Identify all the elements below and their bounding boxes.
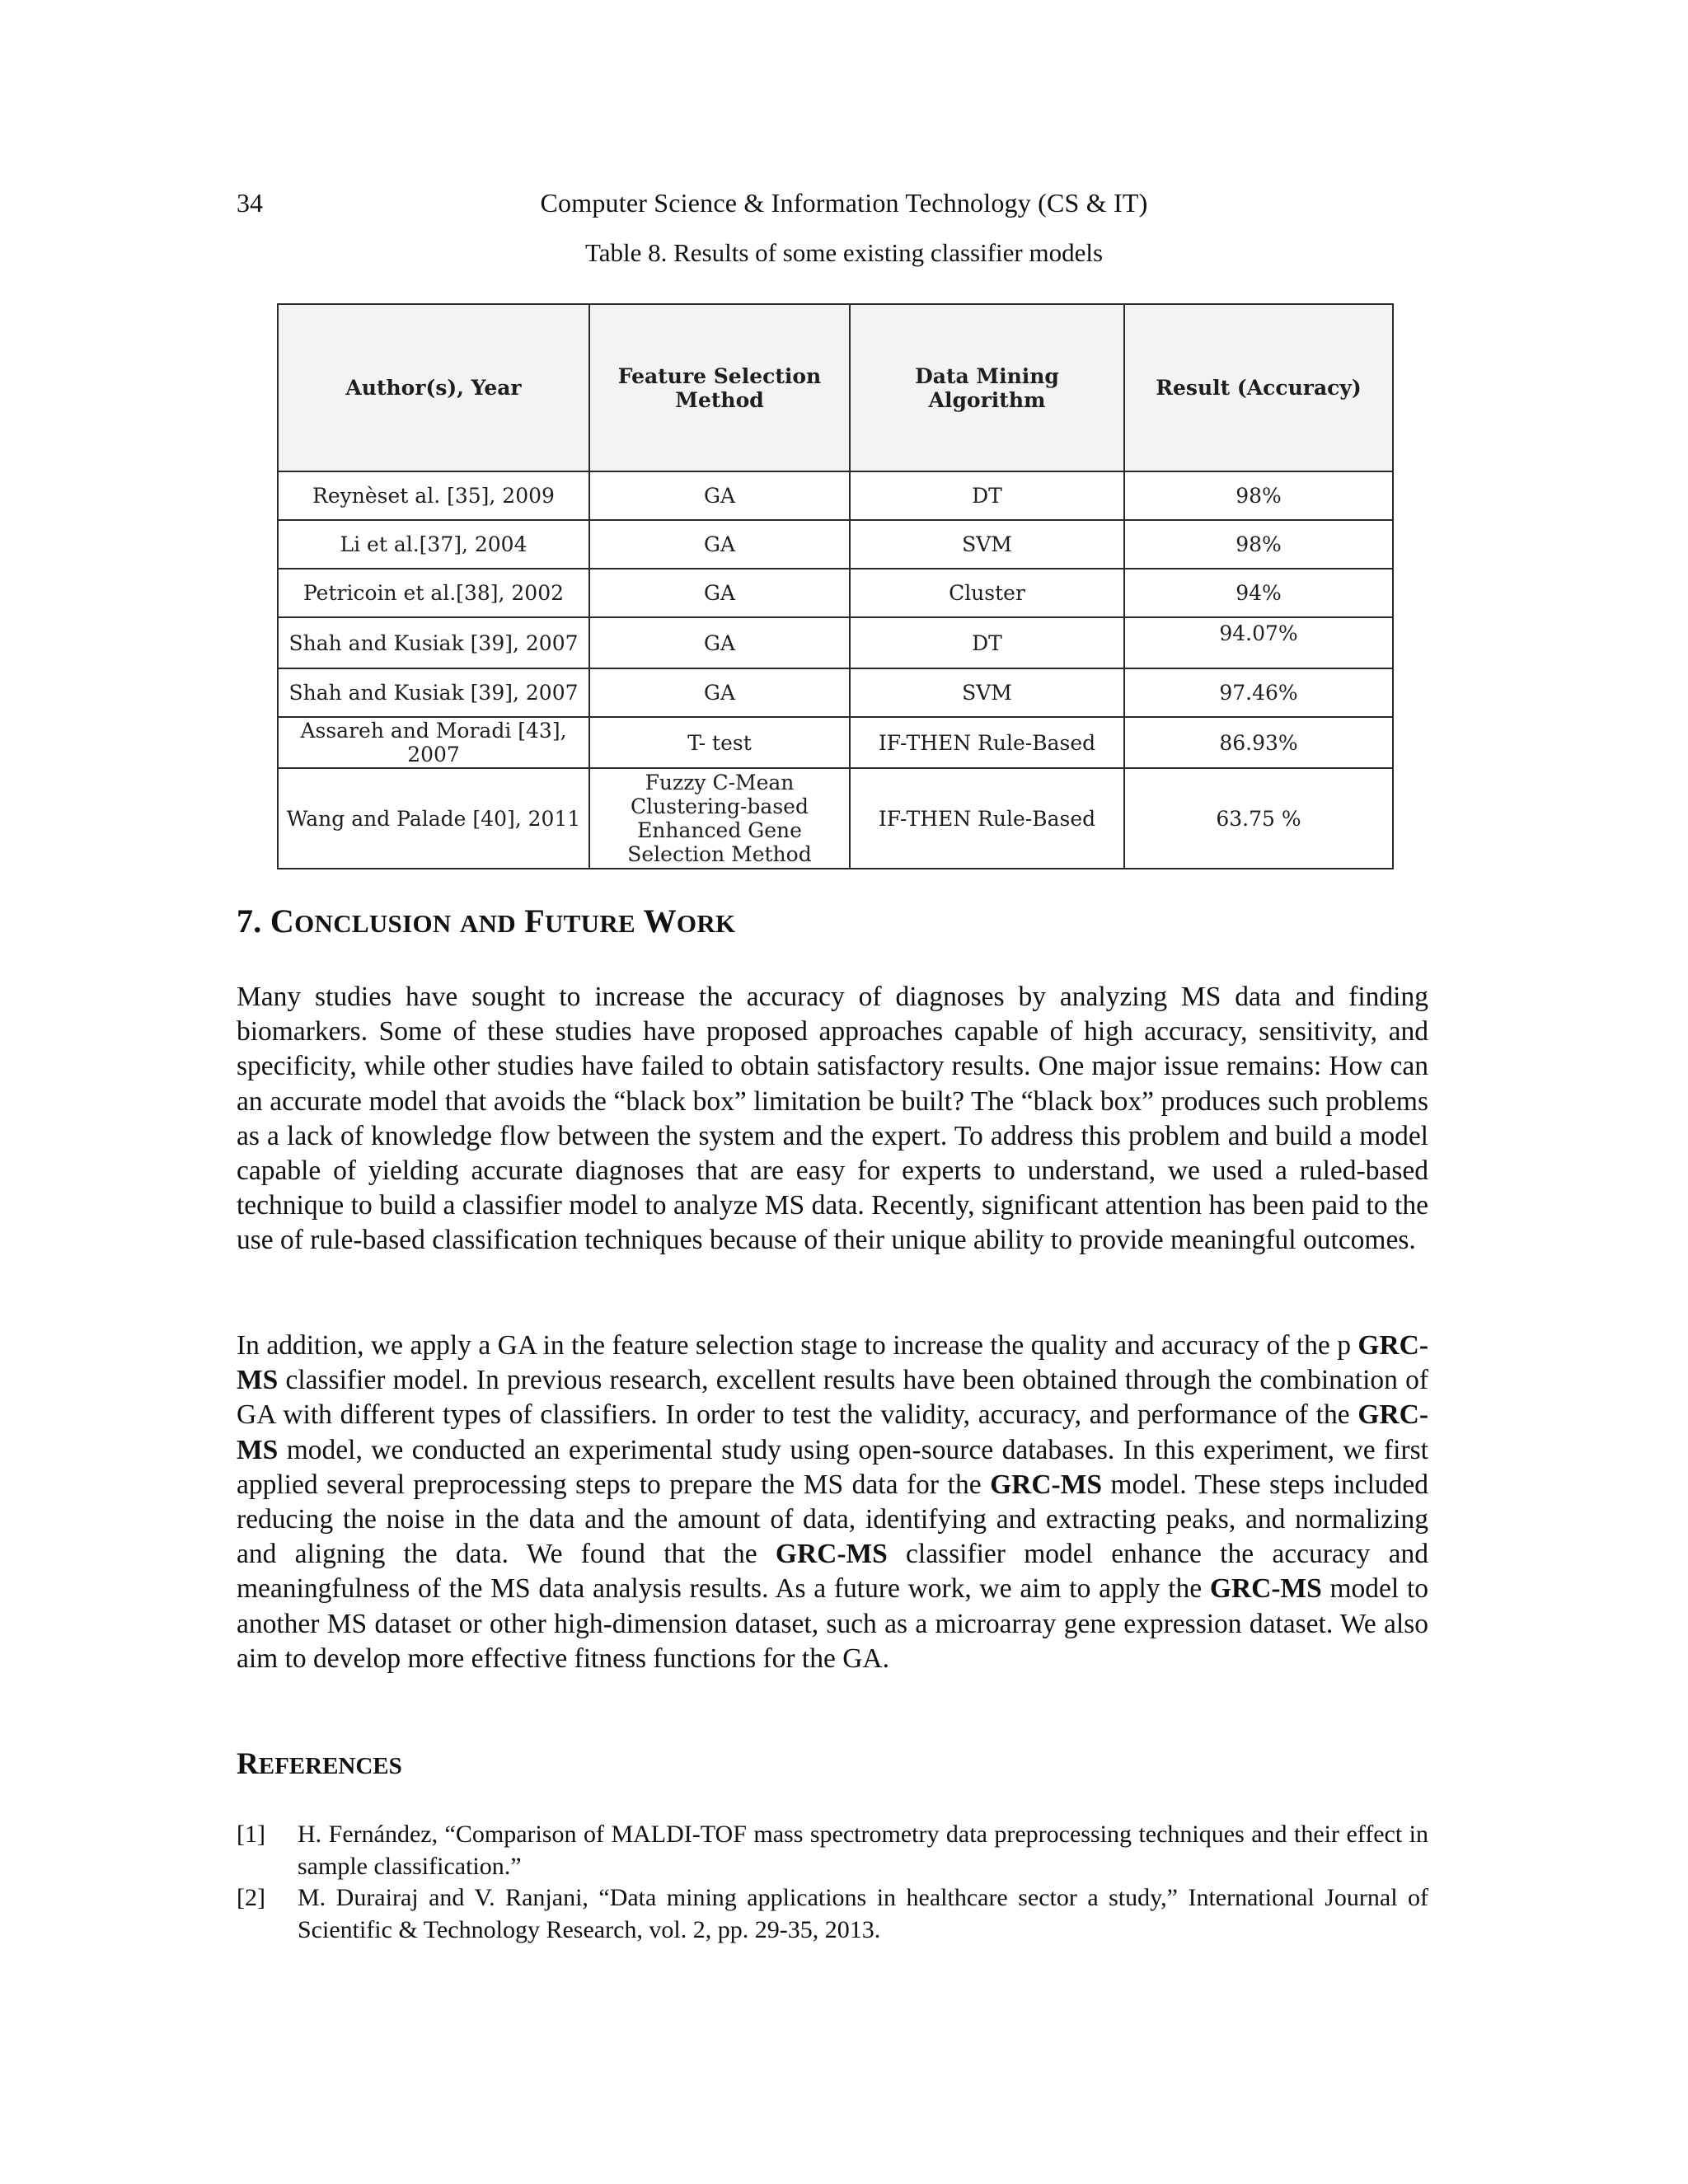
table-row bbox=[278, 569, 1393, 617]
cell-author: Shah and Kusiak [39], 2007 bbox=[278, 617, 589, 668]
cell-result bbox=[1124, 617, 1393, 668]
cell-algorithm: DT bbox=[850, 617, 1124, 668]
cell-algorithm: DT bbox=[850, 471, 1124, 520]
cell-result: 94% bbox=[1124, 569, 1393, 617]
model-name: GRC-MS bbox=[775, 1539, 888, 1570]
section-heading-conclusion bbox=[237, 901, 735, 944]
cell-algorithm: SVM bbox=[850, 520, 1124, 569]
reference-item bbox=[237, 1882, 1428, 1946]
cell-author: Petricoin et al.[38], 2002 bbox=[278, 569, 589, 617]
column-header-feature-selection: Feature Selection Method bbox=[589, 304, 850, 471]
column-header-author: Author(s), Year bbox=[278, 304, 589, 471]
cell-algorithm: IF-THEN Rule-Based bbox=[850, 768, 1124, 869]
references-heading: REFERENCES bbox=[237, 1747, 402, 1781]
cell-result: 98% bbox=[1124, 520, 1393, 569]
reference-item bbox=[237, 1819, 1428, 1882]
heading-word: WORK bbox=[643, 902, 736, 940]
table-row bbox=[278, 717, 1393, 768]
heading-word: AND bbox=[459, 909, 516, 938]
cell-method: GA bbox=[589, 617, 850, 668]
cell-result-value: 94.07% bbox=[1219, 621, 1298, 645]
cell-author: Wang and Palade [40], 2011 bbox=[278, 768, 589, 869]
cell-result: 86.93% bbox=[1124, 717, 1393, 768]
cell-result: 98% bbox=[1124, 471, 1393, 520]
cell-result: 97.46% bbox=[1124, 668, 1393, 717]
reference-text: H. Fernández, “Comparison of MALDI-TOF mass spectrometry data preprocessing techniques and their effect in sample classification.” bbox=[298, 1821, 1428, 1880]
cell-result: 63.75 % bbox=[1124, 768, 1393, 869]
table-row bbox=[278, 520, 1393, 569]
page-number: 34 bbox=[237, 188, 263, 218]
model-name: GRC-MS bbox=[990, 1469, 1102, 1500]
heading-word: FUTURE bbox=[524, 902, 636, 940]
results-table bbox=[277, 303, 1394, 869]
table-row bbox=[278, 617, 1393, 668]
column-header-result: Result (Accuracy) bbox=[1124, 304, 1393, 471]
cell-author: Reynèset al. [35], 2009 bbox=[278, 471, 589, 520]
table-header-row bbox=[278, 304, 1393, 471]
model-name: GRC-MS bbox=[237, 1330, 1428, 1396]
cell-method: GA bbox=[589, 520, 850, 569]
model-name: GRC-MS bbox=[1209, 1573, 1322, 1605]
column-header-algorithm: Data Mining Algorithm bbox=[850, 304, 1124, 471]
table-row bbox=[278, 668, 1393, 717]
cell-method: Fuzzy C-Mean Clustering-based Enhanced Gene Selection Method bbox=[589, 768, 850, 869]
cell-author: Shah and Kusiak [39], 2007 bbox=[278, 668, 589, 717]
model-name: GRC-MS bbox=[237, 1399, 1428, 1465]
cell-algorithm: IF-THEN Rule-Based bbox=[850, 717, 1124, 768]
table-row bbox=[278, 471, 1393, 520]
reference-number: [1] bbox=[237, 1821, 265, 1848]
cell-author: Li et al.[37], 2004 bbox=[278, 520, 589, 569]
reference-number: [2] bbox=[237, 1884, 265, 1911]
conclusion-paragraph-2: In addition, we apply a GA in the feature selection stage to increase the quality and accuracy of the p GRC-MS classifier model. In previous research, excellent results have been obtained through the combination of GA with different types of classifiers. In order to test the validity, accuracy, and performance of the GRC-MS model, we conducted an experimental study using open-source databases. In this experiment, we first applied several preprocessing steps to prepare the MS data for the GRC-MS model. These steps included reducing the noise in the data and the amount of data, identifying and extracting peaks, and normalizing and aligning the data. We found that the GRC-MS classifier model enhance the accuracy and meaningfulness of the MS data analysis results. As a future work, we aim to apply the GRC-MS model to another MS dataset or other high-dimension dataset, such as a microarray gene expression dataset. We also aim to develop more effective fitness functions for the GA. bbox=[237, 1330, 1428, 1674]
cell-method: GA bbox=[589, 569, 850, 617]
table-row bbox=[278, 768, 1393, 869]
cell-method: GA bbox=[589, 668, 850, 717]
cell-algorithm: SVM bbox=[850, 668, 1124, 717]
cell-method: GA bbox=[589, 471, 850, 520]
cell-method: T- test bbox=[589, 717, 850, 768]
cell-algorithm: Cluster bbox=[850, 569, 1124, 617]
running-header: Computer Science & Information Technology (CS & IT) bbox=[540, 188, 1148, 218]
section-number: 7. bbox=[237, 902, 262, 940]
cell-author: Assareh and Moradi [43], 2007 bbox=[278, 717, 589, 768]
results-table-container bbox=[277, 303, 1392, 869]
heading-word: CONCLUSION bbox=[270, 902, 452, 940]
conclusion-paragraph-1: Many studies have sought to increase the accuracy of diagnoses by analyzing MS data and finding biomarkers. Some of these studies have proposed approaches capable of high accuracy, sensitivity, and specificity, while other studies have failed to obtain satisfactory results. One major issue remains: How can an accurate model that avoids the “black box” limitation be built? The “black box” produces such problems as a lack of knowledge flow between the system and the expert. To address this problem and build a model capable of yielding accurate diagnoses that are easy for experts to understand, we used a ruled-based technique to build a classifier model to analyze MS data. Recently, significant attention has been paid to the use of rule-based classification techniques because of their unique ability to provide meaningful outcomes. bbox=[237, 982, 1428, 1256]
reference-text: M. Durairaj and V. Ranjani, “Data mining applications in healthcare sector a study,” International Journal of Scientific & Technology Research, vol. 2, pp. 29-35, 2013. bbox=[298, 1884, 1428, 1943]
table-caption: Table 8. Results of some existing classifier models bbox=[584, 238, 1104, 267]
